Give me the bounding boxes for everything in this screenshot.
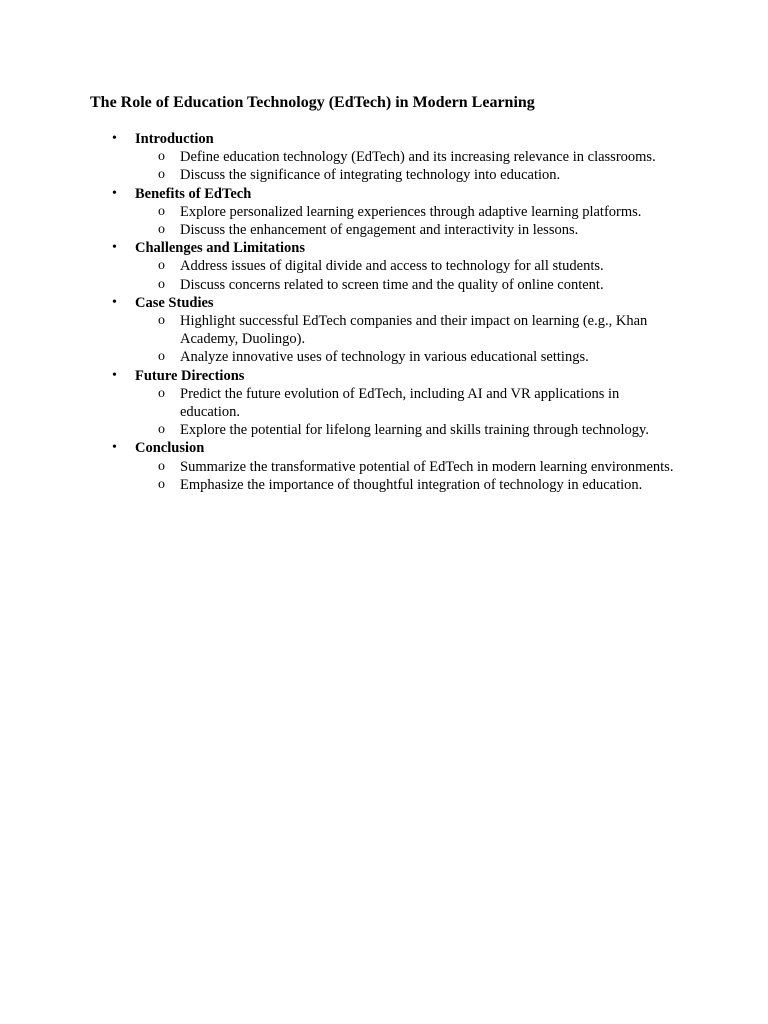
sub-list: [0, 458, 768, 494]
sub-bullet-icon: o: [158, 258, 165, 274]
list-item-text: Address issues of digital divide and access to technology for all students.: [180, 258, 604, 275]
sub-bullet-icon: o: [158, 385, 165, 401]
bullet-icon: •: [112, 131, 117, 146]
bullet-icon: •: [112, 294, 117, 310]
sub-list: [0, 257, 768, 293]
list-item: [0, 276, 768, 294]
list-item: [0, 148, 768, 166]
list-item: [0, 312, 768, 348]
sub-bullet-icon: o: [158, 221, 165, 237]
section-challenges: [0, 239, 768, 294]
list-item: [0, 385, 768, 421]
sub-bullet-icon: o: [158, 349, 165, 365]
list-item: [0, 166, 768, 184]
section-head: [0, 294, 768, 312]
list-item-text: Discuss the enhancement of engagement and interactivity in lessons.: [180, 221, 579, 238]
sub-bullet-icon: o: [158, 422, 165, 438]
sub-bullet-icon: o: [158, 276, 165, 292]
list-item-text: Discuss the significance of integrating technology into education.: [180, 167, 561, 184]
list-item: [0, 221, 768, 239]
section-benefits: [0, 185, 768, 240]
list-item-text: Analyze innovative uses of technology in various educational settings.: [180, 349, 589, 366]
sub-list: [0, 312, 768, 367]
sub-list: [0, 203, 768, 239]
bullet-icon: •: [112, 367, 117, 383]
list-item-text: Emphasize the importance of thoughtful integration of technology in education.: [180, 476, 643, 493]
list-item: [0, 348, 768, 366]
list-item-text: Explore personalized learning experiences through adaptive learning platforms.: [180, 203, 642, 220]
sub-list: [0, 148, 768, 184]
outline-list: [0, 130, 768, 494]
list-item-text: Discuss concerns related to screen time and the quality of online content.: [180, 276, 604, 293]
bullet-icon: •: [112, 185, 117, 201]
sub-bullet-icon: o: [158, 476, 165, 492]
section-label: Conclusion: [135, 440, 205, 457]
list-item-text: Predict the future evolution of EdTech, including AI and VR applications in education.: [180, 385, 620, 420]
section-head: [0, 439, 768, 457]
section-head: [0, 185, 768, 203]
list-item: [0, 421, 768, 439]
section-label: Future Directions: [135, 367, 245, 384]
section-label: Challenges and Limitations: [135, 240, 305, 257]
document-title: The Role of Education Technology (EdTech) in Modern Learning: [90, 94, 535, 111]
section-label: Introduction: [135, 131, 214, 147]
section-head: [0, 367, 768, 385]
list-item-text: Explore the potential for lifelong learning and skills training through technology.: [180, 422, 649, 439]
bullet-icon: •: [112, 240, 117, 256]
sub-list: [0, 385, 768, 440]
list-item-text: Highlight successful EdTech companies and their impact on learning (e.g., Khan Academy, Duolingo).: [180, 312, 648, 348]
bullet-icon: •: [112, 440, 117, 456]
section-introduction: [0, 130, 768, 185]
section-label: Case Studies: [135, 294, 214, 311]
section-future-directions: [0, 367, 768, 440]
section-case-studies: [0, 294, 768, 367]
section-conclusion: [0, 439, 768, 494]
list-item: [0, 203, 768, 221]
sub-bullet-icon: o: [158, 203, 165, 219]
sub-bullet-icon: o: [158, 312, 165, 328]
list-item: [0, 476, 768, 494]
list-item: [0, 458, 768, 476]
list-item-text: Summarize the transformative potential of EdTech in modern learning environments.: [180, 458, 674, 475]
sub-bullet-icon: o: [158, 167, 165, 183]
sub-bullet-icon: o: [158, 458, 165, 474]
section-head: [0, 130, 768, 148]
section-head: [0, 239, 768, 257]
section-label: Benefits of EdTech: [135, 185, 252, 202]
sub-bullet-icon: o: [158, 149, 165, 165]
list-item-text: Define education technology (EdTech) and its increasing relevance in classrooms.: [180, 149, 656, 166]
list-item: [0, 257, 768, 275]
